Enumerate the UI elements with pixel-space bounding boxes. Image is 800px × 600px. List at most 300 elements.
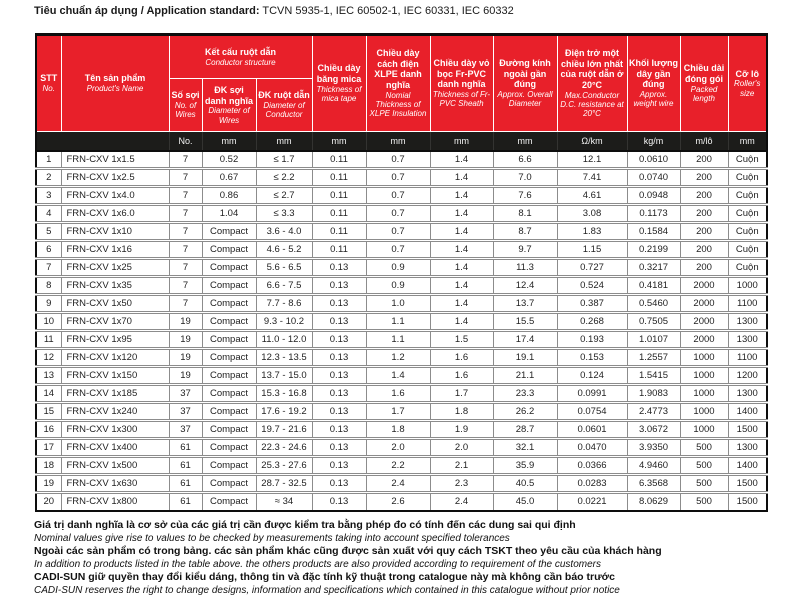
- weight-cell: 0.0610: [627, 151, 680, 169]
- unit-mica: mm: [312, 132, 366, 151]
- stt-cell: 16: [36, 421, 61, 439]
- wire-diameter-cell: 0.52: [202, 151, 256, 169]
- frpvc-thickness-cell: 2.3: [430, 475, 493, 493]
- product-name-cell: FRN-CXV 1x400: [61, 439, 169, 457]
- dc-resistance-cell: 1.83: [557, 223, 627, 241]
- dc-resistance-cell: 4.61: [557, 187, 627, 205]
- packed-length-cell: 2000: [680, 331, 728, 349]
- dc-resistance-cell: 0.124: [557, 367, 627, 385]
- frpvc-thickness-cell: 1.4: [430, 187, 493, 205]
- overall-diameter-cell: 45.0: [493, 493, 557, 511]
- frpvc-thickness-cell: 1.5: [430, 331, 493, 349]
- conductor-diameter-cell: 9.3 - 10.2: [256, 313, 312, 331]
- xlpe-thickness-cell: 1.1: [366, 313, 430, 331]
- wire-diameter-cell: Compact: [202, 295, 256, 313]
- weight-cell: 1.5415: [627, 367, 680, 385]
- header-weight: [627, 35, 680, 132]
- wires-count-cell: 7: [169, 277, 202, 295]
- frpvc-thickness-cell: 2.1: [430, 457, 493, 475]
- overall-diameter-cell: 12.4: [493, 277, 557, 295]
- wires-count-cell: 7: [169, 295, 202, 313]
- conductor-diameter-cell: 22.3 - 24.6: [256, 439, 312, 457]
- frpvc-thickness-cell: 1.6: [430, 367, 493, 385]
- mica-thickness-cell: 0.13: [312, 457, 366, 475]
- header-conductor-diameter: [256, 79, 312, 132]
- roller-size-cell: Cuộn: [728, 187, 767, 205]
- packed-length-cell: 1000: [680, 385, 728, 403]
- wire-diameter-cell: Compact: [202, 367, 256, 385]
- stt-cell: 12: [36, 349, 61, 367]
- packed-length-cell: 1000: [680, 421, 728, 439]
- mica-thickness-cell: 0.13: [312, 385, 366, 403]
- mica-thickness-cell: 0.11: [312, 169, 366, 187]
- packed-length-cell: 500: [680, 457, 728, 475]
- xlpe-thickness-cell: 0.7: [366, 241, 430, 259]
- stt-cell: 2: [36, 169, 61, 187]
- frpvc-thickness-cell: 2.0: [430, 439, 493, 457]
- footnote-3-en: CADI-SUN reserves the right to change designs, information and specifications which contained in this catalogue without prior notice: [34, 585, 620, 596]
- roller-size-cell: 1500: [728, 493, 767, 511]
- weight-cell: 0.1584: [627, 223, 680, 241]
- roller-size-cell: 1100: [728, 349, 767, 367]
- frpvc-thickness-cell: 1.4: [430, 205, 493, 223]
- table-row: [36, 223, 767, 241]
- unit-length: m/lô: [680, 132, 728, 151]
- stt-cell: 9: [36, 295, 61, 313]
- packed-length-cell: 200: [680, 169, 728, 187]
- stt-cell: 11: [36, 331, 61, 349]
- frpvc-thickness-cell: 1.4: [430, 259, 493, 277]
- table-row: [36, 403, 767, 421]
- header-resistance-en: Max.Conductor D.C. resistance at 20°C: [560, 90, 624, 119]
- table-row: [36, 169, 767, 187]
- xlpe-thickness-cell: 1.7: [366, 403, 430, 421]
- wires-count-cell: 7: [169, 223, 202, 241]
- dc-resistance-cell: 0.0283: [557, 475, 627, 493]
- mica-thickness-cell: 0.11: [312, 205, 366, 223]
- conductor-diameter-cell: 28.7 - 32.5: [256, 475, 312, 493]
- wires-count-cell: 7: [169, 259, 202, 277]
- header-dia-wires-vi: ĐK sợi danh nghĩa: [205, 84, 253, 106]
- stt-cell: 20: [36, 493, 61, 511]
- wires-count-cell: 61: [169, 457, 202, 475]
- application-standard-line: [34, 5, 514, 17]
- wire-diameter-cell: Compact: [202, 439, 256, 457]
- packed-length-cell: 2000: [680, 295, 728, 313]
- header-overall-vi: Đường kính ngoài gần đúng: [499, 58, 551, 90]
- header-wires-vi: Số sợi: [171, 90, 200, 101]
- dc-resistance-cell: 7.41: [557, 169, 627, 187]
- product-name-cell: FRN-CXV 1x1.5: [61, 151, 169, 169]
- wire-diameter-cell: Compact: [202, 313, 256, 331]
- xlpe-thickness-cell: 0.7: [366, 205, 430, 223]
- dc-resistance-cell: 0.524: [557, 277, 627, 295]
- table-row: [36, 439, 767, 457]
- packed-length-cell: 200: [680, 151, 728, 169]
- conductor-diameter-cell: ≈ 34: [256, 493, 312, 511]
- product-name-cell: FRN-CXV 1x800: [61, 493, 169, 511]
- mica-thickness-cell: 0.13: [312, 475, 366, 493]
- header-length-vi: Chiều dài đóng gói: [683, 63, 725, 85]
- packed-length-cell: 1000: [680, 349, 728, 367]
- mica-thickness-cell: 0.13: [312, 295, 366, 313]
- wires-count-cell: 19: [169, 313, 202, 331]
- product-name-cell: FRN-CXV 1x50: [61, 295, 169, 313]
- xlpe-thickness-cell: 2.2: [366, 457, 430, 475]
- mica-thickness-cell: 0.13: [312, 439, 366, 457]
- frpvc-thickness-cell: 1.4: [430, 241, 493, 259]
- product-name-cell: FRN-CXV 1x185: [61, 385, 169, 403]
- packed-length-cell: 200: [680, 241, 728, 259]
- packed-length-cell: 1000: [680, 403, 728, 421]
- conductor-diameter-cell: 6.6 - 7.5: [256, 277, 312, 295]
- conductor-diameter-cell: 4.6 - 5.2: [256, 241, 312, 259]
- wire-diameter-cell: Compact: [202, 421, 256, 439]
- overall-diameter-cell: 35.9: [493, 457, 557, 475]
- roller-size-cell: Cuộn: [728, 223, 767, 241]
- wire-diameter-cell: Compact: [202, 241, 256, 259]
- wires-count-cell: 7: [169, 205, 202, 223]
- unit-overall: mm: [493, 132, 557, 151]
- header-conductor-group-en: Conductor structure: [205, 57, 276, 67]
- footnote-1-vi: Giá trị danh nghĩa là cơ sở của các giá trị cần được kiểm tra bằng phép đo có tính đến các dung sai qui định: [34, 519, 576, 531]
- product-name-cell: FRN-CXV 1x2.5: [61, 169, 169, 187]
- xlpe-thickness-cell: 0.9: [366, 259, 430, 277]
- table-row: [36, 205, 767, 223]
- roller-size-cell: 1100: [728, 295, 767, 313]
- dc-resistance-cell: 0.153: [557, 349, 627, 367]
- unit-roller: mm: [728, 132, 767, 151]
- conductor-diameter-cell: ≤ 3.3: [256, 205, 312, 223]
- packed-length-cell: 2000: [680, 277, 728, 295]
- stt-cell: 3: [36, 187, 61, 205]
- frpvc-thickness-cell: 1.4: [430, 223, 493, 241]
- mica-thickness-cell: 0.11: [312, 241, 366, 259]
- frpvc-thickness-cell: 1.8: [430, 403, 493, 421]
- xlpe-thickness-cell: 0.7: [366, 169, 430, 187]
- conductor-diameter-cell: 15.3 - 16.8: [256, 385, 312, 403]
- frpvc-thickness-cell: 1.7: [430, 385, 493, 403]
- dc-resistance-cell: 0.387: [557, 295, 627, 313]
- xlpe-thickness-cell: 1.8: [366, 421, 430, 439]
- roller-size-cell: 1300: [728, 385, 767, 403]
- wire-diameter-cell: Compact: [202, 403, 256, 421]
- table-row: [36, 385, 767, 403]
- header-mica-thickness: [312, 35, 366, 132]
- frpvc-thickness-cell: 1.4: [430, 277, 493, 295]
- conductor-diameter-cell: 13.7 - 15.0: [256, 367, 312, 385]
- stt-cell: 4: [36, 205, 61, 223]
- wire-diameter-cell: Compact: [202, 457, 256, 475]
- weight-cell: 0.7505: [627, 313, 680, 331]
- header-roller-vi: Cỡ lô: [735, 68, 759, 79]
- spec-table-body: [36, 151, 767, 511]
- mica-thickness-cell: 0.13: [312, 403, 366, 421]
- xlpe-thickness-cell: 0.7: [366, 151, 430, 169]
- product-name-cell: FRN-CXV 1x25: [61, 259, 169, 277]
- header-conductor-structure-group: [169, 35, 312, 79]
- table-row: [36, 493, 767, 511]
- header-xlpe-en: Nomial Thickness of XLPE Insulation: [369, 90, 427, 119]
- roller-size-cell: Cuộn: [728, 205, 767, 223]
- xlpe-thickness-cell: 0.9: [366, 277, 430, 295]
- stt-cell: 6: [36, 241, 61, 259]
- stt-cell: 8: [36, 277, 61, 295]
- wire-diameter-cell: 0.67: [202, 169, 256, 187]
- conductor-diameter-cell: 11.0 - 12.0: [256, 331, 312, 349]
- weight-cell: 0.1173: [627, 205, 680, 223]
- wire-diameter-cell: Compact: [202, 385, 256, 403]
- overall-diameter-cell: 32.1: [493, 439, 557, 457]
- weight-cell: 6.3568: [627, 475, 680, 493]
- product-name-cell: FRN-CXV 1x4.0: [61, 187, 169, 205]
- dc-resistance-cell: 0.193: [557, 331, 627, 349]
- weight-cell: 4.9460: [627, 457, 680, 475]
- overall-diameter-cell: 7.6: [493, 187, 557, 205]
- wires-count-cell: 37: [169, 385, 202, 403]
- header-weight-en: Approx. weight wire: [633, 89, 674, 109]
- header-conductor-group-vi: Kết cấu ruột dẫn: [204, 46, 276, 57]
- conductor-diameter-cell: 12.3 - 13.5: [256, 349, 312, 367]
- weight-cell: 3.0672: [627, 421, 680, 439]
- packed-length-cell: 500: [680, 475, 728, 493]
- wires-count-cell: 61: [169, 493, 202, 511]
- weight-cell: 0.0948: [627, 187, 680, 205]
- dc-resistance-cell: 1.15: [557, 241, 627, 259]
- dc-resistance-cell: 0.0991: [557, 385, 627, 403]
- weight-cell: 3.9350: [627, 439, 680, 457]
- product-name-cell: FRN-CXV 1x10: [61, 223, 169, 241]
- wires-count-cell: 19: [169, 331, 202, 349]
- xlpe-thickness-cell: 1.6: [366, 385, 430, 403]
- weight-cell: 2.4773: [627, 403, 680, 421]
- conductor-diameter-cell: ≤ 2.7: [256, 187, 312, 205]
- stt-cell: 5: [36, 223, 61, 241]
- stt-cell: 1: [36, 151, 61, 169]
- product-name-cell: FRN-CXV 1x240: [61, 403, 169, 421]
- stt-cell: 14: [36, 385, 61, 403]
- frpvc-thickness-cell: 1.9: [430, 421, 493, 439]
- unit-wires: No.: [169, 132, 202, 151]
- dc-resistance-cell: 0.0601: [557, 421, 627, 439]
- stt-cell: 15: [36, 403, 61, 421]
- roller-size-cell: 1300: [728, 313, 767, 331]
- header-wire-diameter: [202, 79, 256, 132]
- wire-diameter-cell: Compact: [202, 349, 256, 367]
- roller-size-cell: 1300: [728, 439, 767, 457]
- weight-cell: 0.2199: [627, 241, 680, 259]
- dc-resistance-cell: 0.0221: [557, 493, 627, 511]
- header-dia-wires-en: Diameter of Wires: [208, 106, 250, 125]
- header-length-en: Packed length: [690, 84, 718, 104]
- roller-size-cell: 1300: [728, 331, 767, 349]
- table-row: [36, 295, 767, 313]
- conductor-diameter-cell: 5.6 - 6.5: [256, 259, 312, 277]
- table-row: [36, 331, 767, 349]
- wires-count-cell: 7: [169, 241, 202, 259]
- overall-diameter-cell: 15.5: [493, 313, 557, 331]
- header-dc-resistance: [557, 35, 627, 132]
- xlpe-thickness-cell: 2.6: [366, 493, 430, 511]
- header-frpvc-en: Thickness of Fr-PVC Sheath: [432, 89, 491, 109]
- dc-resistance-cell: 0.727: [557, 259, 627, 277]
- application-standard-label: Tiêu chuẩn áp dụng / Application standard:: [34, 5, 260, 17]
- wires-count-cell: 37: [169, 421, 202, 439]
- mica-thickness-cell: 0.13: [312, 277, 366, 295]
- mica-thickness-cell: 0.13: [312, 349, 366, 367]
- weight-cell: 0.0740: [627, 169, 680, 187]
- footnote-3-vi: CADI-SUN giữ quyền thay đổi kiểu dáng, thông tin và đặc tính kỹ thuật trong catalogue này mà không cần báo trước: [34, 571, 615, 583]
- unit-weight: kg/m: [627, 132, 680, 151]
- packed-length-cell: 500: [680, 493, 728, 511]
- mica-thickness-cell: 0.13: [312, 259, 366, 277]
- table-row: [36, 457, 767, 475]
- dc-resistance-cell: 3.08: [557, 205, 627, 223]
- table-row: [36, 259, 767, 277]
- wire-diameter-cell: 1.04: [202, 205, 256, 223]
- header-mica-vi: Chiều dày băng mica: [316, 63, 362, 85]
- mica-thickness-cell: 0.13: [312, 313, 366, 331]
- weight-cell: 0.5460: [627, 295, 680, 313]
- header-xlpe-vi: Chiều dày cách điện XLPE danh nghĩa: [374, 48, 422, 90]
- packed-length-cell: 200: [680, 205, 728, 223]
- product-name-cell: FRN-CXV 1x630: [61, 475, 169, 493]
- conductor-diameter-cell: 3.6 - 4.0: [256, 223, 312, 241]
- header-weight-vi: Khối lượng dây gần đúng: [629, 58, 678, 90]
- header-stt-vi: STT: [40, 73, 58, 84]
- header-frpvc-vi: Chiều dày vỏ bọc Fr-PVC danh nghĩa: [433, 58, 490, 90]
- wire-diameter-cell: 0.86: [202, 187, 256, 205]
- header-overall-diameter: [493, 35, 557, 132]
- cable-spec-table: [35, 33, 768, 512]
- table-row: [36, 277, 767, 295]
- roller-size-cell: Cuộn: [728, 241, 767, 259]
- product-name-cell: FRN-CXV 1x120: [61, 349, 169, 367]
- xlpe-thickness-cell: 1.0: [366, 295, 430, 313]
- xlpe-thickness-cell: 2.4: [366, 475, 430, 493]
- overall-diameter-cell: 23.3: [493, 385, 557, 403]
- header-frpvc-thickness: [430, 35, 493, 132]
- weight-cell: 0.4181: [627, 277, 680, 295]
- overall-diameter-cell: 26.2: [493, 403, 557, 421]
- overall-diameter-cell: 6.6: [493, 151, 557, 169]
- unit-resistance: Ω/km: [557, 132, 627, 151]
- header-wires-en: No. of Wires: [174, 100, 197, 120]
- wires-count-cell: 7: [169, 169, 202, 187]
- frpvc-thickness-cell: 1.4: [430, 151, 493, 169]
- overall-diameter-cell: 28.7: [493, 421, 557, 439]
- frpvc-thickness-cell: 1.6: [430, 349, 493, 367]
- footnotes: [34, 519, 774, 597]
- weight-cell: 1.2557: [627, 349, 680, 367]
- header-wires-count: [169, 79, 202, 132]
- header-product-name-vi: Tên sản phẩm: [84, 73, 146, 84]
- header-roller-en: Roller's size: [734, 79, 761, 98]
- table-header: [36, 35, 767, 151]
- unit-conductor-diameter: mm: [256, 132, 312, 151]
- packed-length-cell: 2000: [680, 313, 728, 331]
- roller-size-cell: 1200: [728, 367, 767, 385]
- wire-diameter-cell: Compact: [202, 331, 256, 349]
- table-row: [36, 187, 767, 205]
- header-packed-length: [680, 35, 728, 132]
- header-stt-en: No.: [42, 84, 55, 94]
- weight-cell: 0.3217: [627, 259, 680, 277]
- frpvc-thickness-cell: 2.4: [430, 493, 493, 511]
- xlpe-thickness-cell: 1.4: [366, 367, 430, 385]
- mica-thickness-cell: 0.13: [312, 331, 366, 349]
- wire-diameter-cell: Compact: [202, 259, 256, 277]
- dc-resistance-cell: 0.0366: [557, 457, 627, 475]
- stt-cell: 19: [36, 475, 61, 493]
- xlpe-thickness-cell: 0.7: [366, 223, 430, 241]
- conductor-diameter-cell: ≤ 2.2: [256, 169, 312, 187]
- wire-diameter-cell: Compact: [202, 493, 256, 511]
- conductor-diameter-cell: 7.7 - 8.6: [256, 295, 312, 313]
- unit-wire-diameter: mm: [202, 132, 256, 151]
- unit-xlpe: mm: [366, 132, 430, 151]
- table-row: [36, 349, 767, 367]
- stt-cell: 13: [36, 367, 61, 385]
- mica-thickness-cell: 0.13: [312, 493, 366, 511]
- packed-length-cell: 200: [680, 223, 728, 241]
- overall-diameter-cell: 8.7: [493, 223, 557, 241]
- overall-diameter-cell: 17.4: [493, 331, 557, 349]
- overall-diameter-cell: 19.1: [493, 349, 557, 367]
- dc-resistance-cell: 0.0470: [557, 439, 627, 457]
- frpvc-thickness-cell: 1.4: [430, 169, 493, 187]
- packed-length-cell: 500: [680, 439, 728, 457]
- product-name-cell: FRN-CXV 1x300: [61, 421, 169, 439]
- roller-size-cell: 1400: [728, 403, 767, 421]
- product-name-cell: FRN-CXV 1x6.0: [61, 205, 169, 223]
- wires-count-cell: 37: [169, 403, 202, 421]
- overall-diameter-cell: 21.1: [493, 367, 557, 385]
- conductor-diameter-cell: 17.6 - 19.2: [256, 403, 312, 421]
- product-name-cell: FRN-CXV 1x16: [61, 241, 169, 259]
- header-mica-en: Thickness of mica tape: [316, 84, 362, 104]
- mica-thickness-cell: 0.11: [312, 223, 366, 241]
- xlpe-thickness-cell: 0.7: [366, 187, 430, 205]
- dc-resistance-cell: 12.1: [557, 151, 627, 169]
- header-dia-conductor-vi: ĐK ruột dẫn: [258, 90, 310, 101]
- stt-cell: 17: [36, 439, 61, 457]
- product-name-cell: FRN-CXV 1x150: [61, 367, 169, 385]
- mica-thickness-cell: 0.11: [312, 151, 366, 169]
- product-name-cell: FRN-CXV 1x35: [61, 277, 169, 295]
- roller-size-cell: 1400: [728, 457, 767, 475]
- header-product-name-en: Product's Name: [86, 84, 144, 94]
- footnote-2-vi: Ngoài các sản phẩm có trong bảng. các sản phẩm khác cũng được sản xuất với quy cách TSKT theo yêu cầu của khách hàng: [34, 545, 662, 557]
- wires-count-cell: 7: [169, 187, 202, 205]
- xlpe-thickness-cell: 1.2: [366, 349, 430, 367]
- table-row: [36, 421, 767, 439]
- application-standard-value: TCVN 5935-1, IEC 60502-1, IEC 60331, IEC 60332: [259, 5, 514, 17]
- frpvc-thickness-cell: 1.4: [430, 295, 493, 313]
- table-row: [36, 475, 767, 493]
- xlpe-thickness-cell: 1.1: [366, 331, 430, 349]
- product-name-cell: FRN-CXV 1x95: [61, 331, 169, 349]
- overall-diameter-cell: 9.7: [493, 241, 557, 259]
- header-product-name: [61, 35, 169, 132]
- wires-count-cell: 19: [169, 349, 202, 367]
- table-row: [36, 151, 767, 169]
- footnote-2-en: In addition to products listed in the table above. the others products are also provided according to requirement of the customers: [34, 559, 601, 570]
- roller-size-cell: 1000: [728, 277, 767, 295]
- conductor-diameter-cell: 19.7 - 21.6: [256, 421, 312, 439]
- product-name-cell: FRN-CXV 1x70: [61, 313, 169, 331]
- header-xlpe-thickness: [366, 35, 430, 132]
